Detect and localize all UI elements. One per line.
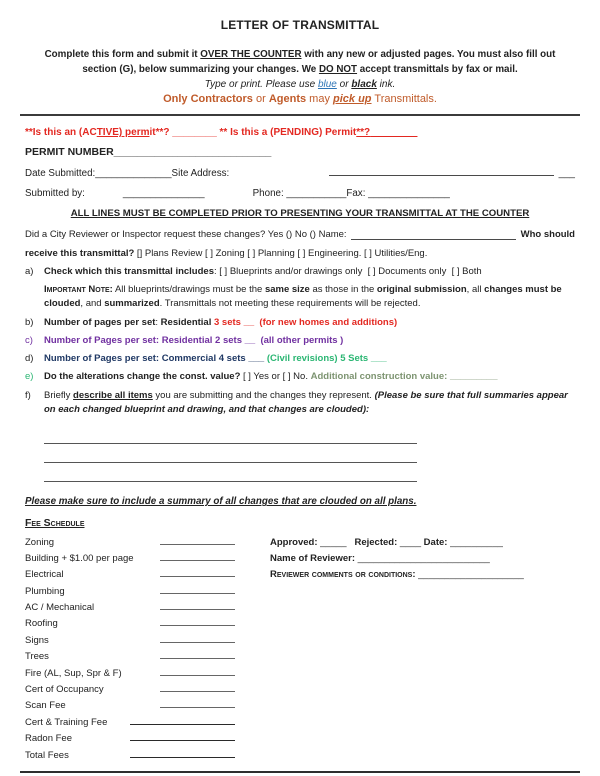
- item-text: Check which this transmittal includes: [ ] Blueprints and/or drawings only [ ] Documents only [ ] Both: [44, 265, 482, 277]
- fee-label: Roofing: [25, 618, 58, 630]
- page-title: LETTER OF TRANSMITTAL: [220, 18, 380, 32]
- spacer: [85, 198, 123, 199]
- fee-row-ac-mechanical: [25, 597, 575, 613]
- submitted-phone-fax-row[interactable]: Submitted by: _______________ Phone: ___________ Fax: _______________: [25, 188, 450, 200]
- item-text: Important Note: All blueprints/drawings must be the same size as those in the original submission, all changes must be clouded, and summarized. Transmittals not meeting these requirements will be rejected.: [44, 284, 565, 310]
- comments-fill-line[interactable]: [270, 584, 575, 594]
- fee-row-scan-fee: [25, 695, 575, 711]
- pickup-note: Only Contractors or Agents may pick up Transmittals.: [163, 93, 437, 106]
- fee-row-electrical: [25, 564, 575, 580]
- fee-amount-fill-line[interactable]: [130, 747, 235, 758]
- comments-fill-line[interactable]: [270, 633, 575, 643]
- comments-fill-line[interactable]: [270, 600, 575, 610]
- bottom-divider: [20, 771, 580, 773]
- fee-label: Total Fees: [25, 749, 69, 761]
- spacer: [232, 178, 327, 179]
- reviewer-comments-row[interactable]: Reviewer comments or conditions: ____________________: [270, 569, 524, 581]
- fee-row-cert-occupancy: [25, 679, 575, 695]
- fee-row-roofing: [25, 613, 575, 629]
- active-pending-question: **Is this an (ACTIVE) permit**? ________ ** Is this a (PENDING) Permit**? ________: [25, 127, 418, 139]
- date-site-address-row[interactable]: Date Submitted: ______________ Site Address: ___: [25, 165, 575, 179]
- description-fill-line-3[interactable]: [44, 463, 417, 482]
- item-text: Briefly describe all items you are submitting and the changes they represent. (Please be sure that full summaries appear on each changed blueprint and drawing, and that changes are clouded):: [44, 389, 571, 415]
- fee-row-signs: [25, 629, 575, 645]
- fee-amount-fill-line[interactable]: [160, 697, 235, 708]
- fee-row-trees: [25, 646, 575, 662]
- list-item-e: [25, 370, 575, 384]
- fee-label: Cert of Occupancy: [25, 684, 104, 696]
- comments-fill-line[interactable]: [270, 682, 575, 692]
- intro-instructions: Complete this form and submit it OVER THE COUNTER with any new or adjusted pages. You must also fill out section (G), below summarizing your changes. We DO NOT accept transmittals by fax or mail.: [44, 49, 559, 75]
- fee-row-cert-training: [25, 711, 575, 727]
- item-label: c): [25, 334, 33, 346]
- fee-label: AC / Mechanical: [25, 602, 95, 614]
- fee-label: Trees: [25, 651, 49, 663]
- fee-row-plumbing: [25, 580, 575, 596]
- fee-row-zoning: [25, 531, 575, 547]
- item-label: f): [25, 389, 31, 401]
- fee-label: Plumbing: [25, 585, 65, 597]
- comments-fill-line[interactable]: [270, 649, 575, 659]
- fee-schedule-heading: Fee Schedule: [25, 517, 85, 530]
- item-text: Number of Pages per set: Commercial 4 sets ___ (Civil revisions) 5 Sets ___: [44, 353, 387, 365]
- reviewer-question-departments: receive this transmittal? [] Plans Review [ ] Zoning [ ] Planning [ ] Engineering. [ ] Utilities/Eng.: [25, 247, 428, 259]
- fill-line[interactable]: [329, 165, 554, 176]
- comments-fill-line[interactable]: [270, 616, 575, 626]
- fee-amount-fill-line[interactable]: [160, 648, 235, 659]
- fee-label: Radon Fee: [25, 733, 73, 745]
- top-divider: [20, 114, 580, 116]
- list-item-d: [25, 352, 575, 366]
- item-label: b): [25, 316, 34, 328]
- fee-amount-fill-line[interactable]: [160, 566, 235, 577]
- fee-row-building: [25, 548, 575, 564]
- name-of-reviewer-row[interactable]: Name of Reviewer: _________________________: [270, 552, 490, 564]
- important-note: [44, 283, 575, 312]
- fee-amount-fill-line[interactable]: [160, 583, 235, 594]
- item-label: e): [25, 371, 34, 383]
- reviewer-question: Did a City Reviewer or Inspector request these changes? Yes () No () Name: Who should: [25, 229, 575, 241]
- comments-fill-line[interactable]: [270, 715, 575, 725]
- type-or-print-note: Type or print. Please use blue or black ink.: [204, 79, 396, 91]
- description-fill-line-1[interactable]: [44, 425, 417, 444]
- permit-number-field[interactable]: PERMIT NUMBER___________________________: [25, 146, 272, 159]
- comments-fill-line[interactable]: [270, 748, 575, 758]
- fee-row-radon-fee: [25, 728, 575, 744]
- list-item-f: [25, 389, 575, 418]
- spacer: [205, 198, 253, 199]
- fee-amount-fill-line[interactable]: [160, 615, 235, 626]
- list-item-a: [25, 265, 575, 279]
- comments-fill-line[interactable]: [270, 698, 575, 708]
- fee-amount-fill-line[interactable]: [160, 599, 235, 610]
- comments-fill-line[interactable]: [270, 666, 575, 676]
- summary-reminder-note: Please make sure to include a summary of all changes that are clouded on all plans.: [25, 496, 417, 508]
- description-fill-line-2[interactable]: [44, 444, 417, 463]
- fee-label: Scan Fee: [25, 700, 66, 712]
- fee-amount-fill-line[interactable]: [130, 730, 235, 741]
- fee-label: Zoning: [25, 536, 55, 548]
- list-item-c: [25, 334, 575, 348]
- fee-amount-fill-line[interactable]: [130, 714, 235, 725]
- fee-label: Building + $1.00 per page: [25, 552, 134, 564]
- list-item-b: [25, 316, 575, 330]
- fee-row-total-fees: [25, 744, 575, 760]
- fee-label: Cert & Training Fee: [25, 716, 108, 728]
- item-label: d): [25, 353, 34, 365]
- fill-line[interactable]: [351, 229, 516, 240]
- item-label: a): [25, 265, 34, 277]
- counter-notice: ALL LINES MUST BE COMPLETED PRIOR TO PRESENTING YOUR TRANSMITTAL AT THE COUNTER: [70, 208, 530, 220]
- fee-amount-fill-line[interactable]: [160, 550, 235, 561]
- fee-amount-fill-line[interactable]: [160, 632, 235, 643]
- item-text: Do the alterations change the const. value? [ ] Yes or [ ] No. Additional construction value: _________: [44, 371, 498, 383]
- fee-row-fire: [25, 662, 575, 678]
- fee-amount-fill-line[interactable]: [160, 681, 235, 692]
- item-text: Number of pages per set: Residential 3 sets __ (for new homes and additions): [44, 316, 398, 328]
- fee-amount-fill-line[interactable]: [160, 665, 235, 676]
- fee-label: Electrical: [25, 569, 64, 581]
- fee-label: Fire (AL, Sup, Spr & F): [25, 667, 122, 679]
- fee-amount-fill-line[interactable]: [160, 534, 235, 545]
- fee-label: Signs: [25, 634, 49, 646]
- comments-fill-line[interactable]: [270, 731, 575, 741]
- item-text: Number of Pages per set: Residential 2 sets __ (all other permits ): [44, 334, 344, 346]
- approved-rejected-date-row[interactable]: Approved: _____ Rejected: ____ Date: __________: [270, 536, 503, 548]
